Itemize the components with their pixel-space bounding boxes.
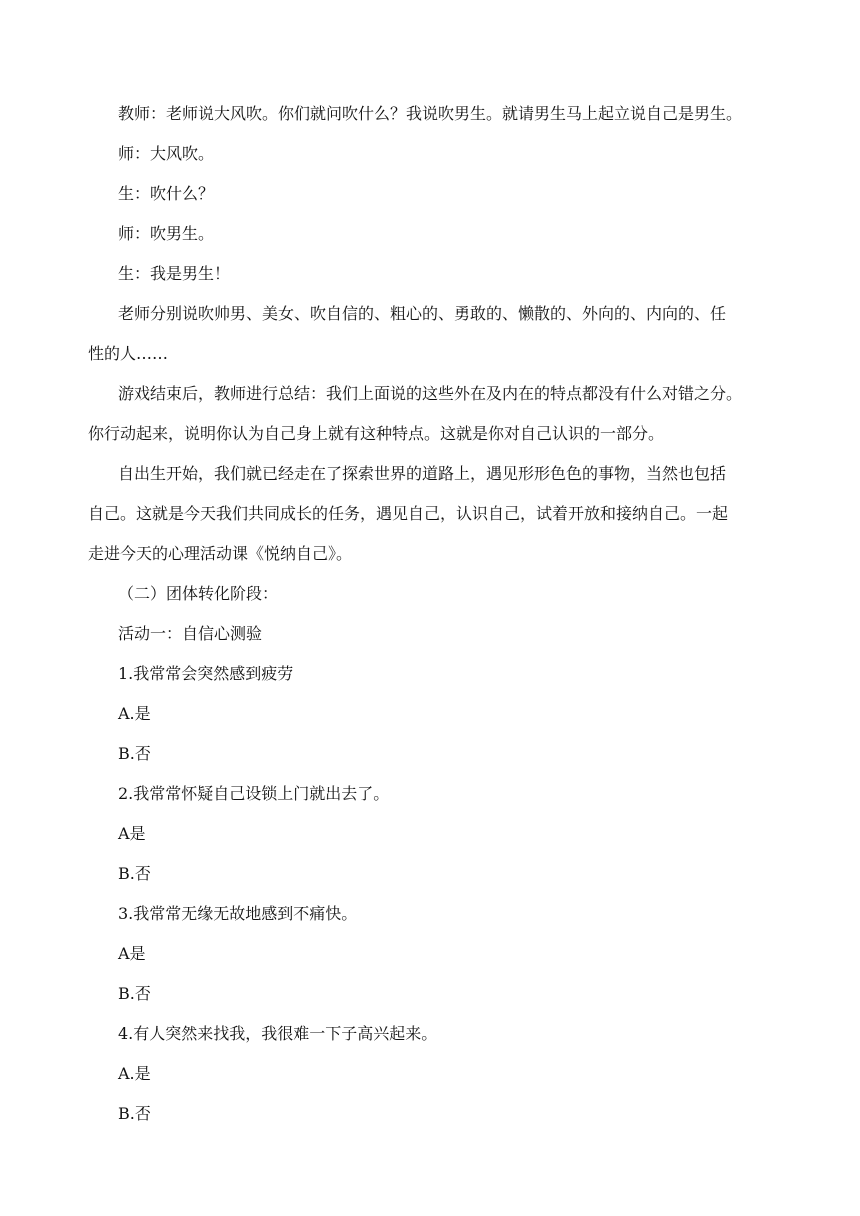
paragraph: 生：我是男生！ <box>118 264 231 283</box>
question: 4.有人突然来找我，我很难一下子高兴起来。 <box>118 1024 438 1043</box>
question: 2.我常常怀疑自己设锁上门就出去了。 <box>118 784 390 803</box>
paragraph: 游戏结束后，教师进行总结：我们上面说的这些外在及内在的特点都没有什么对错之分。 <box>118 384 743 403</box>
paragraph: 生：吹什么？ <box>118 184 215 203</box>
section-heading: （二）团体转化阶段： <box>118 584 279 603</box>
answer-option: A是 <box>118 944 146 963</box>
answer-option: B.否 <box>118 744 151 763</box>
answer-option: A是 <box>118 824 146 843</box>
answer-option: B.否 <box>118 864 151 883</box>
paragraph-continuation: 你行动起来，说明你认为自己身上就有这种特点。这就是你对自己认识的一部分。 <box>88 424 665 443</box>
paragraph-continuation: 性的人…… <box>88 344 169 363</box>
answer-option: A.是 <box>118 1064 151 1083</box>
answer-option: B.否 <box>118 984 151 1003</box>
paragraph: 师：吹男生。 <box>118 224 215 243</box>
question: 3.我常常无缘无故地感到不痛快。 <box>118 904 358 923</box>
activity-title: 活动一：自信心测验 <box>118 624 263 643</box>
paragraph: 老师分别说吹帅男、美女、吹自信的、粗心的、勇敢的、懒散的、外向的、内向的、任 <box>118 304 727 323</box>
paragraph-continuation: 自己。这就是今天我们共同成长的任务，遇见自己，认识自己，试着开放和接纳自己。一起 <box>88 504 729 523</box>
paragraph-continuation: 走进今天的心理活动课《悦纳自己》。 <box>88 544 353 563</box>
paragraph: 教师：老师说大风吹。你们就问吹什么？我说吹男生。就请男生马上起立说自己是男生。 <box>118 104 743 123</box>
answer-option: B.否 <box>118 1104 151 1123</box>
paragraph: 师：大风吹。 <box>118 144 215 163</box>
question: 1.我常常会突然感到疲劳 <box>118 664 294 683</box>
paragraph: 自出生开始，我们就已经走在了探索世界的道路上，遇见形形色色的事物，当然也包括 <box>118 464 727 483</box>
answer-option: A.是 <box>118 704 151 723</box>
